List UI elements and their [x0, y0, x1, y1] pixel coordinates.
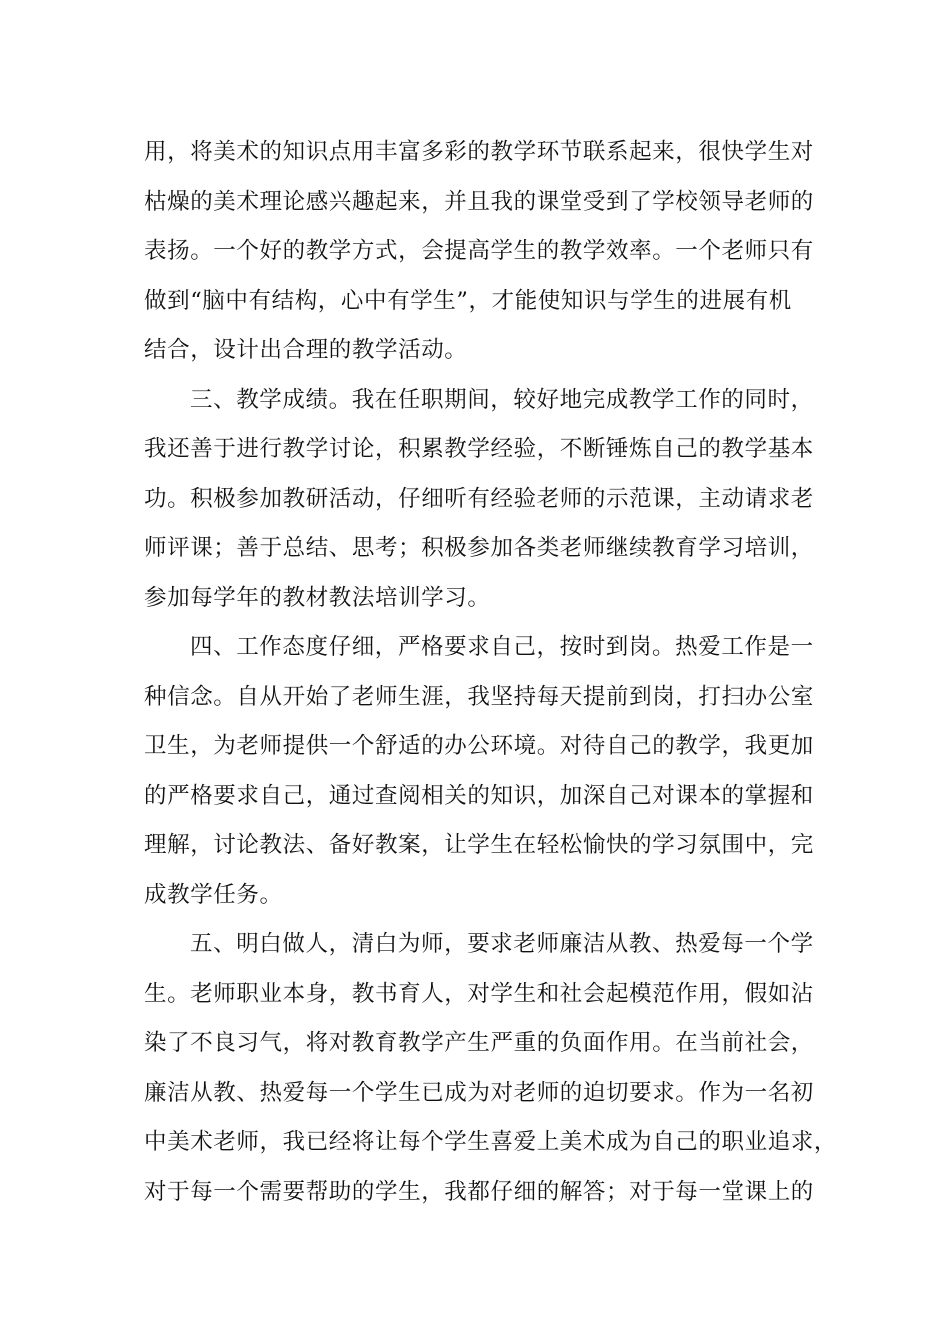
text-line: 参加每学年的教材教法培训学习。	[144, 584, 491, 611]
text-line: 结合，设计出合理的教学活动。	[144, 337, 468, 363]
text-line: 成教学任务。	[144, 881, 283, 908]
text-line: 师评课；善于总结、思考；积极参加各类老师继续教育学习培训，	[144, 535, 814, 561]
text-line: 种信念。自从开始了老师生涯，我坚持每天提前到岗，打扫办公室	[144, 683, 814, 710]
text-line: 表扬。一个好的教学方式，会提高学生的教学效率。一个老师只有	[144, 238, 814, 264]
text-line: 枯燥的美术理论感兴趣起来，并且我的课堂受到了学校领导老师的	[144, 188, 814, 215]
text-line: 卫生，为老师提供一个舒适的办公环境。对待自己的教学，我更加	[144, 733, 814, 759]
body-text	[144, 128, 844, 1217]
text-line: 的严格要求自己，通过查阅相关的知识，加深自己对课本的掌握和	[144, 782, 814, 809]
text-line: 用，将美术的知识点用丰富多彩的教学环节联系起来，很快学生对	[144, 139, 814, 165]
paragraph-start-line: 三、教学成绩。我在任职期间，较好地完成教学工作的同时，	[190, 386, 814, 413]
text-line: 染了不良习气，将对教育教学产生严重的负面作用。在当前社会，	[144, 1030, 814, 1056]
text-line: 中美术老师，我已经将让每个学生喜爱上美术成为自己的职业追求，	[144, 1129, 838, 1155]
paragraph-start-line: 四、工作态度仔细，严格要求自己，按时到岗。热爱工作是一	[190, 634, 814, 660]
text-line: 理解，讨论教法、备好教案，让学生在轻松愉快的学习氛围中，完	[144, 832, 814, 858]
text-line: 对于每一个需要帮助的学生，我都仔细的解答；对于每一堂课上的	[144, 1178, 814, 1205]
text-line: 我还善于进行教学讨论，积累教学经验，不断锤炼自己的教学基本	[144, 436, 814, 462]
paragraph-start-line: 五、明白做人，清白为师，要求老师廉洁从教、热爱每一个学	[190, 931, 814, 957]
text-line: 做到“脑中有结构，心中有学生”，才能使知识与学生的进展有机	[144, 287, 792, 314]
text-line: 功。积极参加教研活动，仔细听有经验老师的示范课，主动请求老	[144, 485, 814, 512]
text-line: 廉洁从教、热爱每一个学生已成为对老师的迫切要求。作为一名初	[144, 1079, 814, 1106]
text-line: 生。老师职业本身，教书育人，对学生和社会起模范作用，假如沾	[144, 980, 814, 1007]
